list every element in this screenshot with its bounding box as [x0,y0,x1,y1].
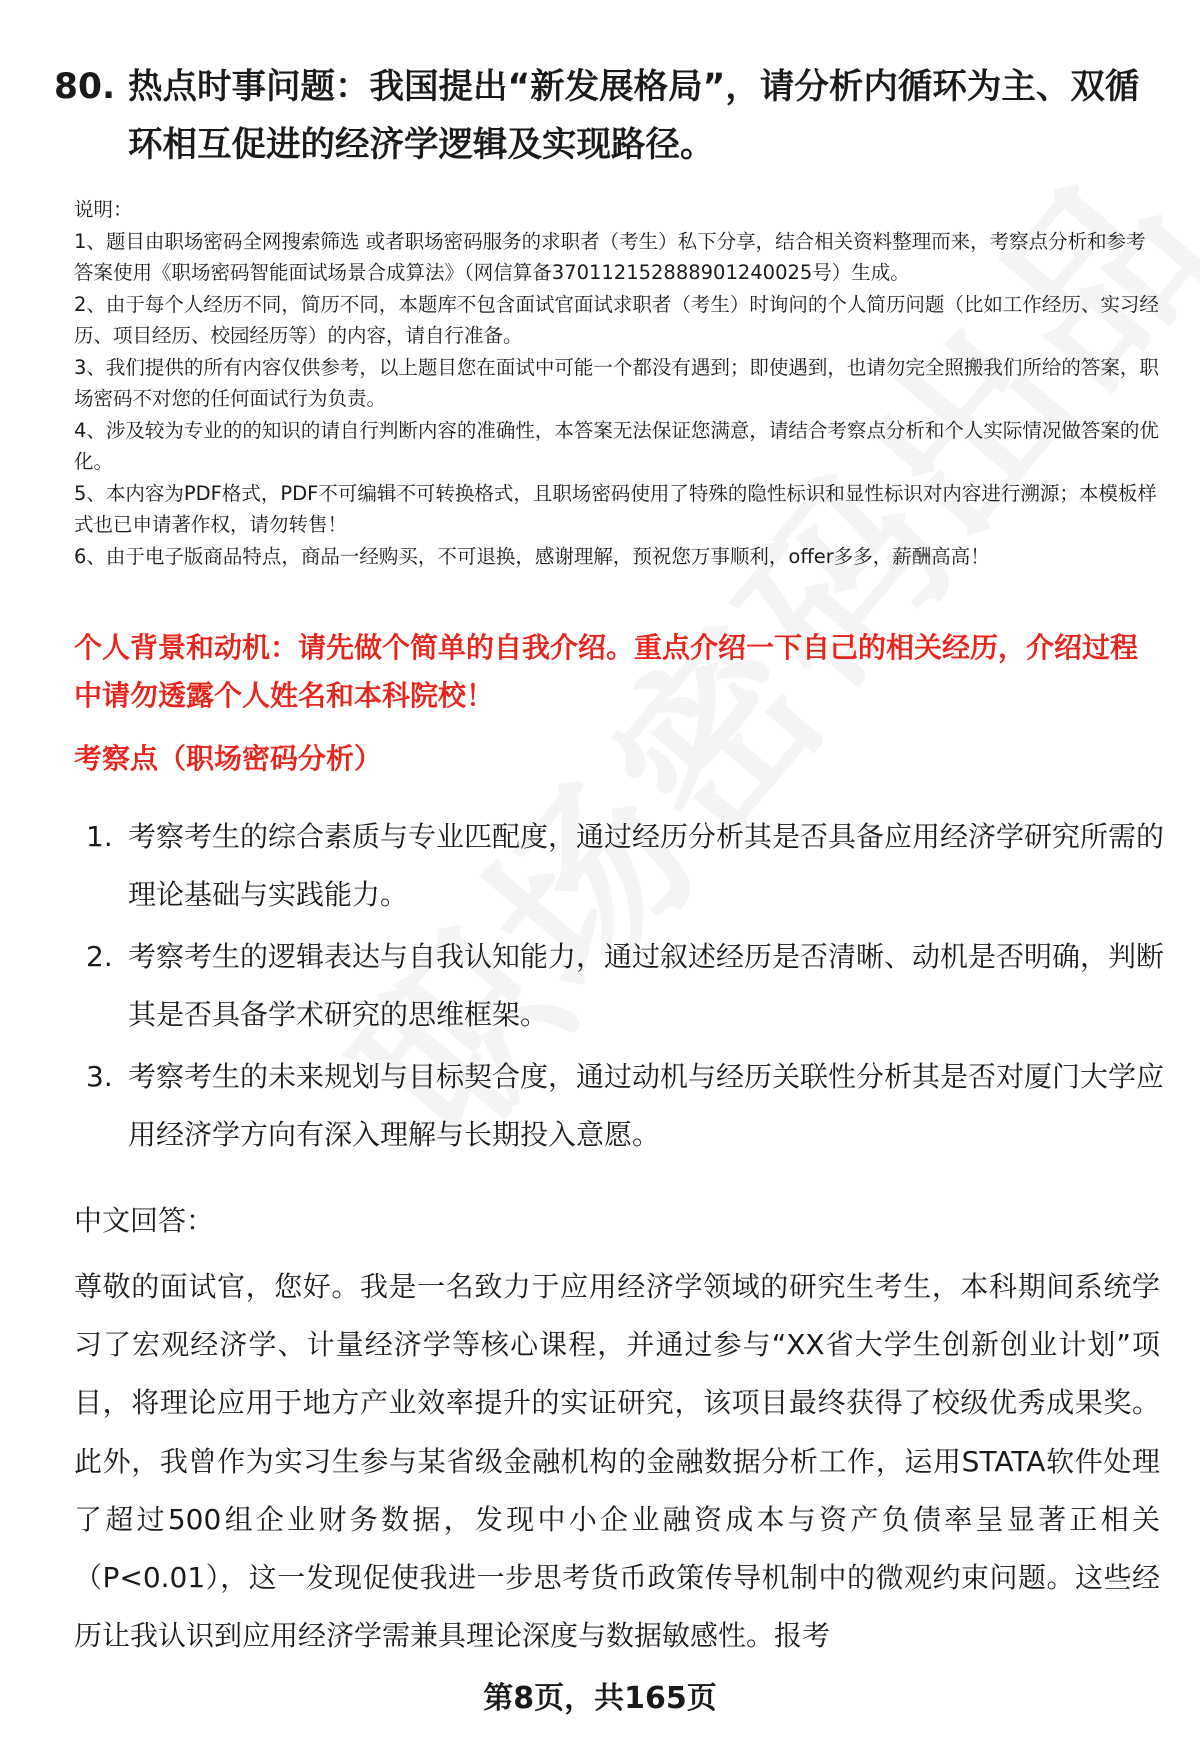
interview-question: 个人背景和动机：请先做个简单的自我介绍。重点介绍一下自己的相关经历，介绍过程中请勿透露个人姓名和本科院校！ [74,631,1139,712]
point-text: 考察考生的未来规划与目标契合度，通过动机与经历关联性分析其是否对厦门大学应用经济学方向有深入理解与长期投入意愿。 [128,1060,1165,1151]
assessment-point [74,1048,1164,1164]
question-title [54,58,1164,174]
assessment-points-heading: 考察点（职场密码分析） [74,742,383,775]
assessment-point [74,808,1164,924]
assessment-points-list [74,808,1164,1168]
answer-heading: 中文回答： [74,1204,215,1237]
point-text: 考察考生的综合素质与专业匹配度，通过经历分析其是否具备应用经济学研究所需的理论基础与实践能力。 [128,820,1165,911]
note-item: 1、题目由职场密码全网搜索筛选 或者职场密码服务的求职者（考生）私下分享，结合相关资料整理而来，考察点分析和参考答案使用《职场密码智能面试场景合成算法》（网信算备370112152888901240025号）生成。 [74,229,1146,284]
notes-section [74,194,1159,572]
note-item: 3、我们提供的所有内容仅供参考，以上题目您在面试中可能一个都没有遇到；即使遇到，也请勿完全照搬我们所给的答案，职场密码不对您的任何面试行为负责。 [74,355,1159,410]
point-number: 1. [86,820,113,853]
point-number: 2. [86,940,113,973]
notes-heading: 说明： [74,198,133,221]
point-text: 考察考生的逻辑表达与自我认知能力，通过叙述经历是否清晰、动机是否明确，判断其是否具备学术研究的思维框架。 [128,940,1165,1031]
question-text: 热点时事问题：我国提出“新发展格局”，请分析内循环为主、双循环相互促进的经济学逻辑及实现路径。 [128,67,1140,165]
answer-body: 尊敬的面试官，您好。我是一名致力于应用经济学领域的研究生考生，本科期间系统学习了宏观经济学、计量经济学等核心课程，并通过参与“XX省大学生创新创业计划”项目，将理论应用于地方产业效率提升的实证研究，该项目最终获得了校级优秀成果奖。此外，我曾作为实习生参与某省级金融机构的金融数据分析工作，运用STATA软件处理了超过500组企业财务数据，发现中小企业融资成本与资产负债率呈显著正相关（P<0.01），这一发现促使我进一步思考货币政策传导机制中的微观约束问题。这些经历让我认识到应用经济学需兼具理论深度与数据敏感性。报考 [74,1270,1160,1653]
note-item: 4、涉及较为专业的的知识的请自行判断内容的准确性，本答案无法保证您满意，请结合考察点分析和个人实际情况做答案的优化。 [74,418,1159,473]
page-footer: 第8页，共165页 [483,1681,717,1716]
note-item: 2、由于每个人经历不同，简历不同，本题库不包含面试官面试求职者（考生）时询问的个人简历问题（比如工作经历、实习经历、项目经历、校园经历等）的内容，请自行准备。 [74,292,1159,347]
point-number: 3. [86,1060,113,1093]
assessment-point [74,928,1164,1044]
note-item: 5、本内容为PDF格式，PDF不可编辑不可转换格式，且职场密码使用了特殊的隐性标识和显性标识对内容进行溯源；本模板样式也已申请著作权，请勿转售！ [74,481,1157,536]
note-item: 6、由于电子版商品特点，商品一经购买，不可退换，感谢理解，预祝您万事顺利，offer多多，薪酬高高！ [74,544,990,568]
question-number: 80. [54,67,116,107]
